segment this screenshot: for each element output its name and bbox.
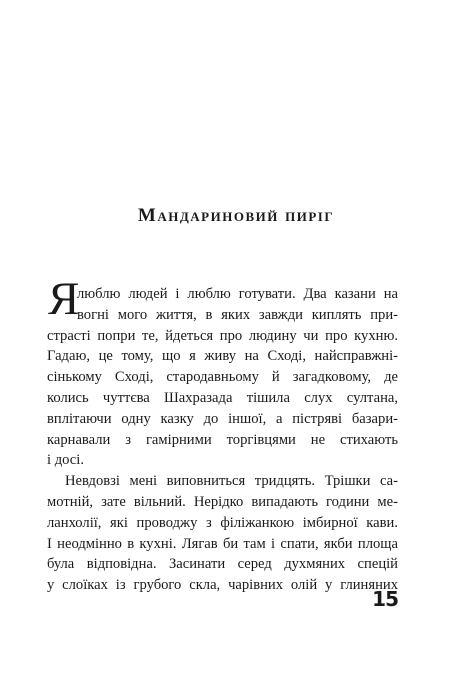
page-number: 15: [372, 587, 398, 611]
text-line: у слоїках із грубого скла, чарівних олій у глиняних: [47, 577, 398, 594]
text-line: ланхолії, які проводжу з філіжанкою імбирної кави.: [47, 514, 398, 531]
text-line: і досі.: [47, 452, 84, 469]
body-text: [47, 284, 398, 596]
text-line: люблю людей і люблю готувати. Два казани на: [77, 286, 398, 302]
text-line: була відповідна. Засинати серед духмяних спецій: [47, 556, 398, 573]
text-line: страсті попри те, йдеться про людину чи про кухню.: [47, 327, 398, 344]
drop-cap: Я: [48, 273, 80, 325]
text-line: карнавали з гамірними торгівцями не стихають: [47, 431, 398, 448]
text-line: Невдовзі мені виповниться тридцять. Трішки са-: [65, 473, 398, 490]
text-line: сінькому Сході, стародавньому й загадковому, де: [47, 369, 398, 386]
text-line: Гадаю, це тому, що я живу на Сході, найсправжні-: [47, 348, 398, 365]
text-line: мотній, зате вільний. Нерідко випадають години ме-: [47, 493, 398, 510]
text-line: вогні мого життя, в яких завжди киплять при-: [77, 306, 398, 323]
text-line: колись чуттєва Шахразада тішила слух султана,: [47, 389, 398, 406]
text-line: І неодмінно в кухні. Лягав би там і спати, якби площа: [47, 535, 398, 552]
text-line: вплітаючи одну казку до іншої, а пістряві базари-: [47, 410, 398, 427]
chapter-title: Мандариновий пиріг: [137, 205, 335, 226]
